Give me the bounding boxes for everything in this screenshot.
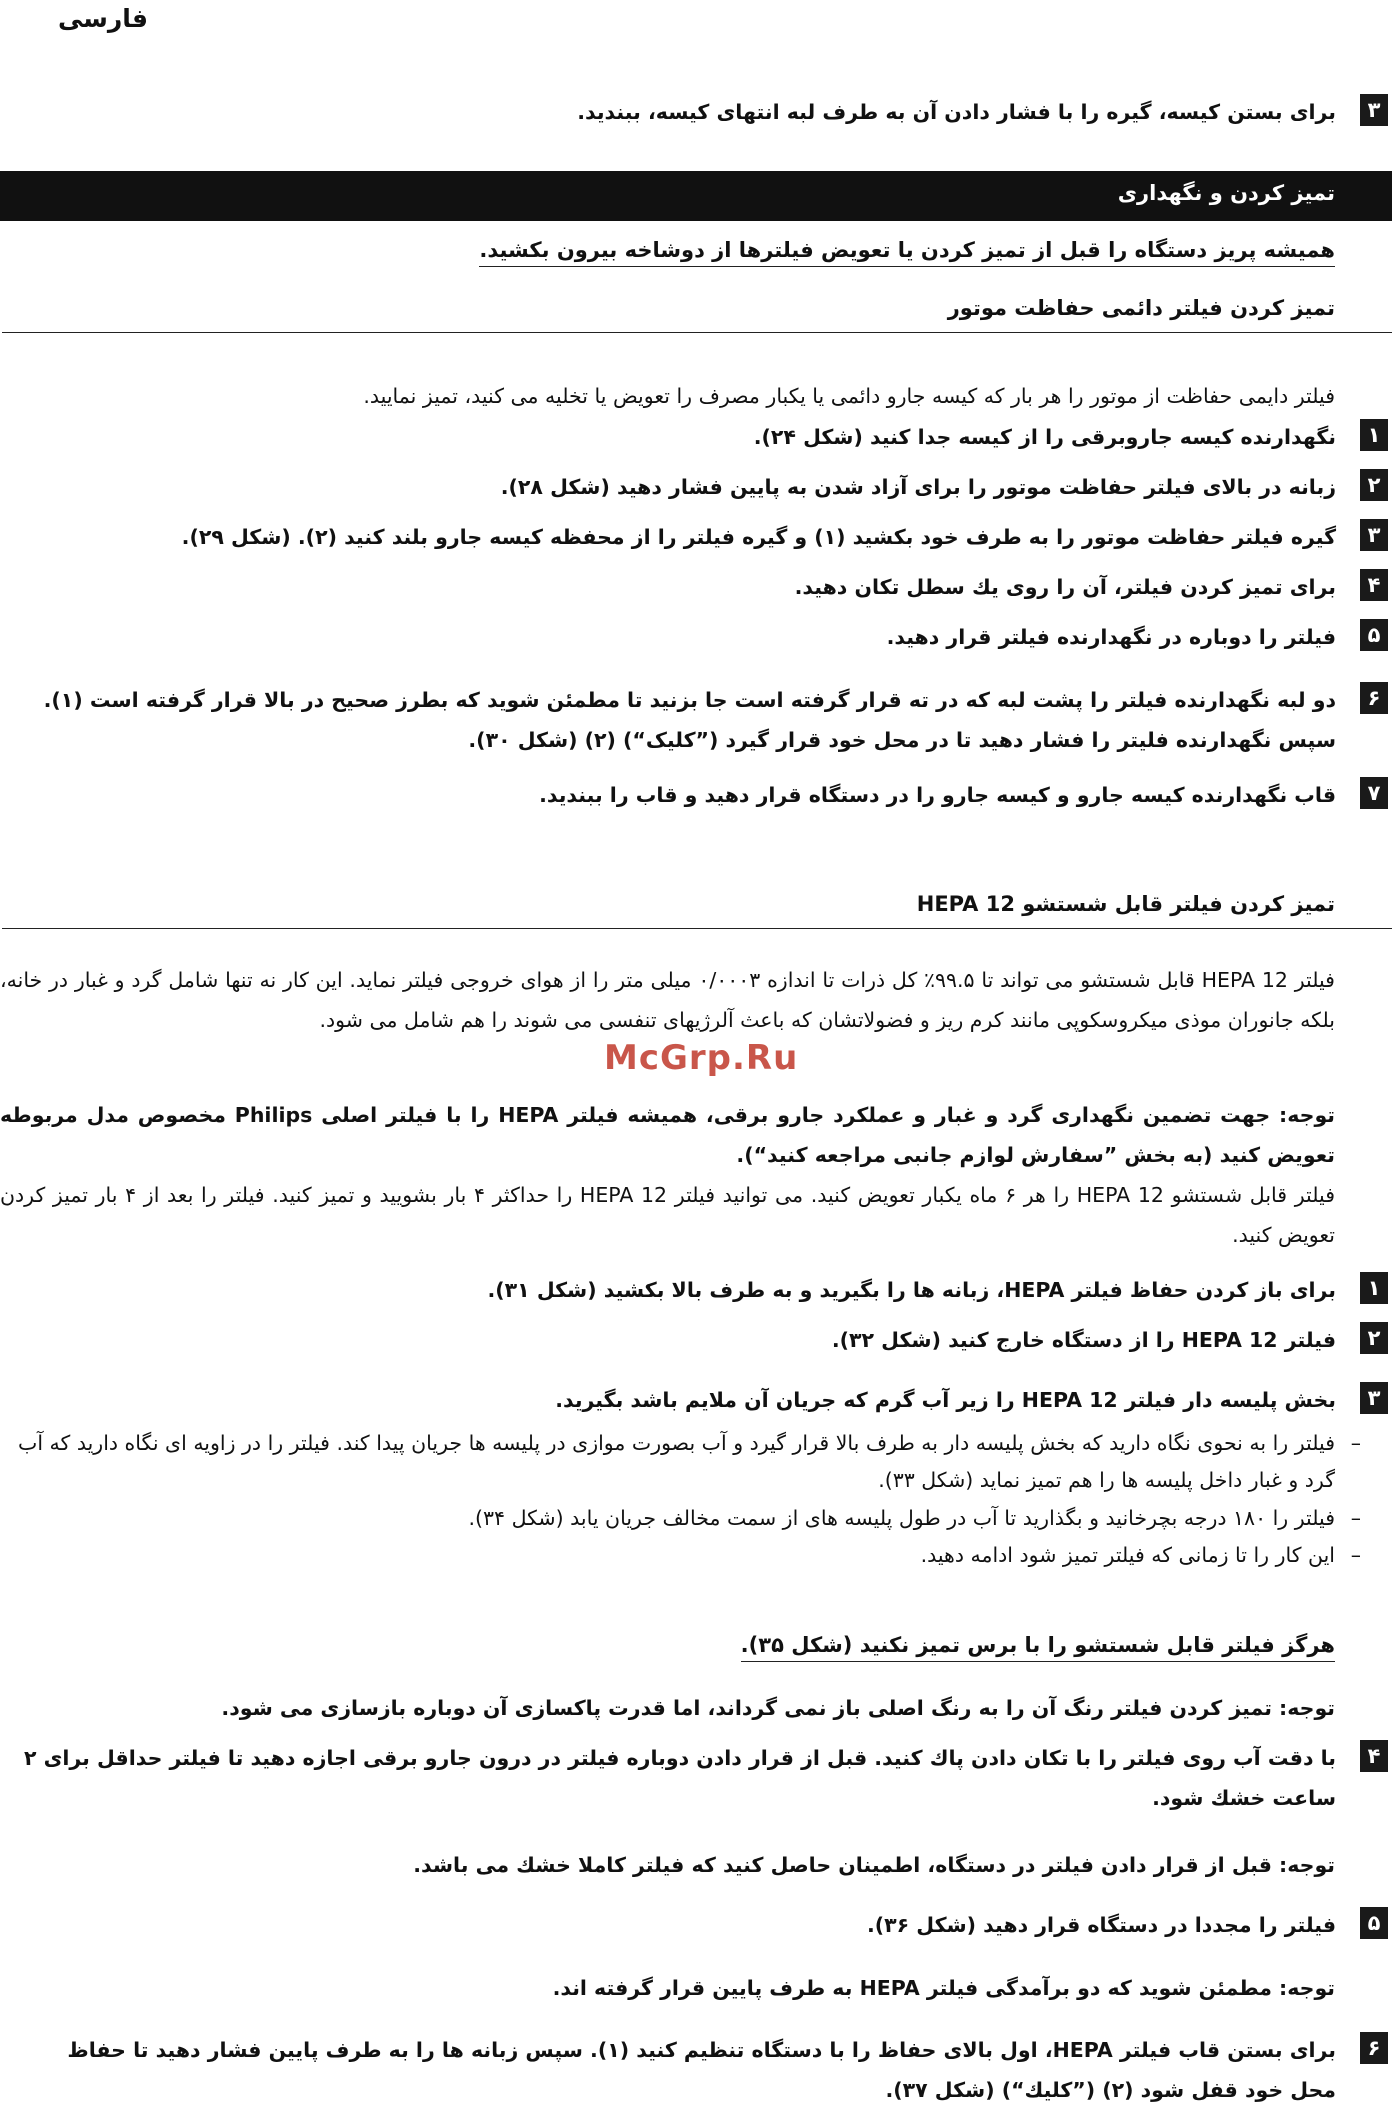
- step-text: برای باز کردن حفاظ فیلتر HEPA، زبانه ها را بگیرید و به طرف بالا بکشید (شکل ۳۱).: [487, 1278, 1336, 1302]
- hepa-step-5: [16, 1905, 1388, 1945]
- step-number: ۶: [1360, 2032, 1388, 2064]
- hepa-step-3: [16, 1380, 1388, 1420]
- bullet-text: این کار را تا زمانی که فیلتر تمیز شود ادامه دهید.: [920, 1543, 1335, 1567]
- step-text: زبانه در بالای فیلتر حفاظت موتور را برای آزاد شدن به پایین فشار دهید (شکل ۲۸).: [500, 475, 1336, 499]
- motor-step-5: [16, 617, 1388, 657]
- step-text: فیلتر را دوباره در نگهدارنده فیلتر قرار دهید.: [886, 625, 1336, 649]
- hepa-heading: تمیز کردن فیلتر قابل شستشو HEPA 12: [916, 892, 1335, 916]
- motor-step-1: [16, 417, 1388, 457]
- unplug-warning: همیشه پریز دستگاه را قبل از تمیز کردن یا تعویض فیلترها از دوشاخه بیرون بکشید.: [479, 238, 1335, 267]
- step-text: فیلتر را مجددا در دستگاه قرار دهید (شکل ۳۶).: [866, 1913, 1336, 1937]
- step-text: قاب نگهدارنده کیسه جارو و کیسه جارو را در دستگاه قرار دهید و قاب را ببندید.: [539, 783, 1336, 807]
- motor-step-3: [16, 517, 1388, 557]
- bullet-dash: –: [1350, 1543, 1361, 1567]
- motor-filter-intro: فیلتر دایمی حفاظت از موتور را هر بار که کیسه جارو دائمی یا یکبار مصرف را تعویض یا تخلیه می کنید، تمیز نمایید.: [363, 384, 1335, 408]
- step-number: ۶: [1360, 682, 1388, 714]
- step-text: گیره فیلتر حفاظت موتور را به طرف خود بکشید (۱) و گیره فیلتر را از محفظه کیسه جارو بلند کنید (۲). (شکل ۲۹).: [181, 525, 1336, 549]
- watermark-text: McGrp.Ru: [604, 1038, 799, 1078]
- step-number: ۱: [1360, 419, 1388, 451]
- step-text: برای بستن قاب فیلتر HEPA، اول بالای حفاظ را با دستگاه تنظیم کنید (۱). سپس زبانه ها را به طرف پایین فشار دهید تا حفاظ محل خود قفل شود (۲) (”کلیك“) (شکل ۳۷).: [67, 2038, 1336, 2102]
- motor-step-6: [16, 680, 1388, 760]
- hepa-step-1: [16, 1270, 1388, 1310]
- step-number: ۵: [1360, 1907, 1388, 1939]
- step-text: با دقت آب روی فیلتر را با تکان دادن پاك کنید. قبل از قرار دادن دوباره فیلتر در درون جارو برقی اجازه دهید تا فیلتر حداقل برای ۲ ساعت خشك شود.: [23, 1746, 1336, 1810]
- note-dry: توجه: قبل از قرار دادن فیلتر در دستگاه، اطمینان حاصل کنید که فیلتر کاملا خشك می باشد.: [413, 1853, 1335, 1877]
- step-number: ۲: [1360, 469, 1388, 501]
- heading-rule: [2, 332, 1392, 333]
- motor-step-7: [16, 775, 1388, 815]
- hepa-note-original-filter: توجه: جهت تضمین نگهداری گرد و غبار و عملکرد جارو برقی، همیشه فیلتر HEPA را با فیلتر اصلی Philips مخصوص مدل مربوطه تعویض کنید (به بخش ”سفارش لوازم جانبی مراجعه کنید“).: [0, 1103, 1335, 1167]
- step-number: ۷: [1360, 777, 1388, 809]
- motor-step-2: [16, 467, 1388, 507]
- hepa-note-replace: فیلتر قابل شستشو HEPA 12 را هر ۶ ماه یکبار تعویض کنید. می توانید فیلتر HEPA 12 را حداکثر ۴ بار بشویید و تمیز کنید. فیلتر را بعد از ۴ بار تمیز کردن تعویض کنید.: [0, 1183, 1335, 1247]
- bullet-dash: –: [1350, 1431, 1361, 1455]
- section-title-bar: [0, 171, 1392, 221]
- step-number: ۵: [1360, 619, 1388, 651]
- step-text: سپس نگهدارنده فلیتر را فشار دهید تا در محل خود قرار گیرد (”کلیک“) (۲) (شکل ۳۰).: [468, 728, 1336, 752]
- step-text: برای تمیز کردن فیلتر، آن را روی یك سطل تکان دهید.: [794, 575, 1336, 599]
- bullet-text: فیلتر را به نحوی نگاه دارید که بخش پلیسه دار به طرف بالا قرار گیرد و آب بصورت موازی در پلیسه ها جریان پیدا کند. فیلتر را در زاویه ای نگاه دارید که آب گرد و غبار داخل پلیسه ها را هم تمیز نماید (شکل ۳۳).: [18, 1431, 1335, 1492]
- brush-warning: هرگز فیلتر قابل شستشو را با برس تمیز نکنید (شکل ۳۵).: [741, 1633, 1335, 1662]
- hepa-step-4: [16, 1738, 1388, 1818]
- step-number: ۴: [1360, 569, 1388, 601]
- step-text: بخش پلیسه دار فیلتر HEPA 12 را زیر آب گرم که جریان آن ملایم باشد بگیرید.: [555, 1388, 1336, 1412]
- note-color: توجه: تمیز کردن فیلتر رنگ آن را به رنگ اصلی باز نمی گرداند، اما قدرت پاکسازی آن دوباره بازسازی می شود.: [221, 1696, 1335, 1720]
- step-number: ۴: [1360, 1740, 1388, 1772]
- motor-filter-heading: تمیز کردن فیلتر دائمی حفاظت موتور: [947, 296, 1335, 320]
- step-close-bag: [16, 92, 1388, 132]
- step-number: ۳: [1360, 1382, 1388, 1414]
- hepa-step-2: [16, 1320, 1388, 1360]
- bullet-item: [0, 1425, 1361, 1499]
- section-title: تمیز کردن و نگهداری: [1117, 181, 1335, 205]
- language-label: فارسی: [58, 4, 149, 33]
- bullet-item: [0, 1537, 1361, 1574]
- step-text: نگهدارنده کیسه جاروبرقی را از کیسه جدا کنید (شکل ۲۴).: [753, 425, 1336, 449]
- bullet-item: [0, 1500, 1361, 1537]
- hepa-step-6: [16, 2030, 1388, 2110]
- heading-rule: [2, 928, 1392, 929]
- bullet-text: فیلتر را ۱۸۰ درجه بچرخانید و بگذارید تا آب در طول پلیسه های از سمت مخالف جریان یابد (شکل ۳۴).: [468, 1506, 1335, 1530]
- step-number: ۲: [1360, 1322, 1388, 1354]
- motor-step-4: [16, 567, 1388, 607]
- note-tabs: توجه: مطمئن شوید که دو برآمدگی فیلتر HEPA به طرف پایین قرار گرفته اند.: [552, 1976, 1335, 2000]
- step-text: دو لبه نگهدارنده فیلتر را پشت لبه که در ته قرار گرفته است جا بزنید تا مطمئن شوید که بطرز صحیح در بالا قرار گرفته است (۱).: [43, 688, 1336, 712]
- hepa-intro: فیلتر HEPA 12 قابل شستشو می تواند تا ۹۹.۵٪ کل ذرات تا اندازه ۰/۰۰۰۳ میلی متر را از هوای خروجی فیلتر نماید. این کار نه تنها شامل گرد و غبار در خانه، بلکه جانوران موذی میکروسکوپی مانند کرم ریز و فضولاتشان که باعث آلرژیهای تنفسی می شوند را هم شامل می شود.: [0, 968, 1335, 1032]
- bullet-dash: –: [1350, 1506, 1361, 1530]
- step-text: برای بستن کیسه، گیره را با فشار دادن آن به طرف لبه انتهای کیسه، ببندید.: [577, 100, 1336, 124]
- step-number: ۳: [1360, 94, 1388, 126]
- step-text: فیلتر HEPA 12 را از دستگاه خارج کنید (شکل ۳۲).: [831, 1328, 1336, 1352]
- step-number: ۱: [1360, 1272, 1388, 1304]
- step-number: ۳: [1360, 519, 1388, 551]
